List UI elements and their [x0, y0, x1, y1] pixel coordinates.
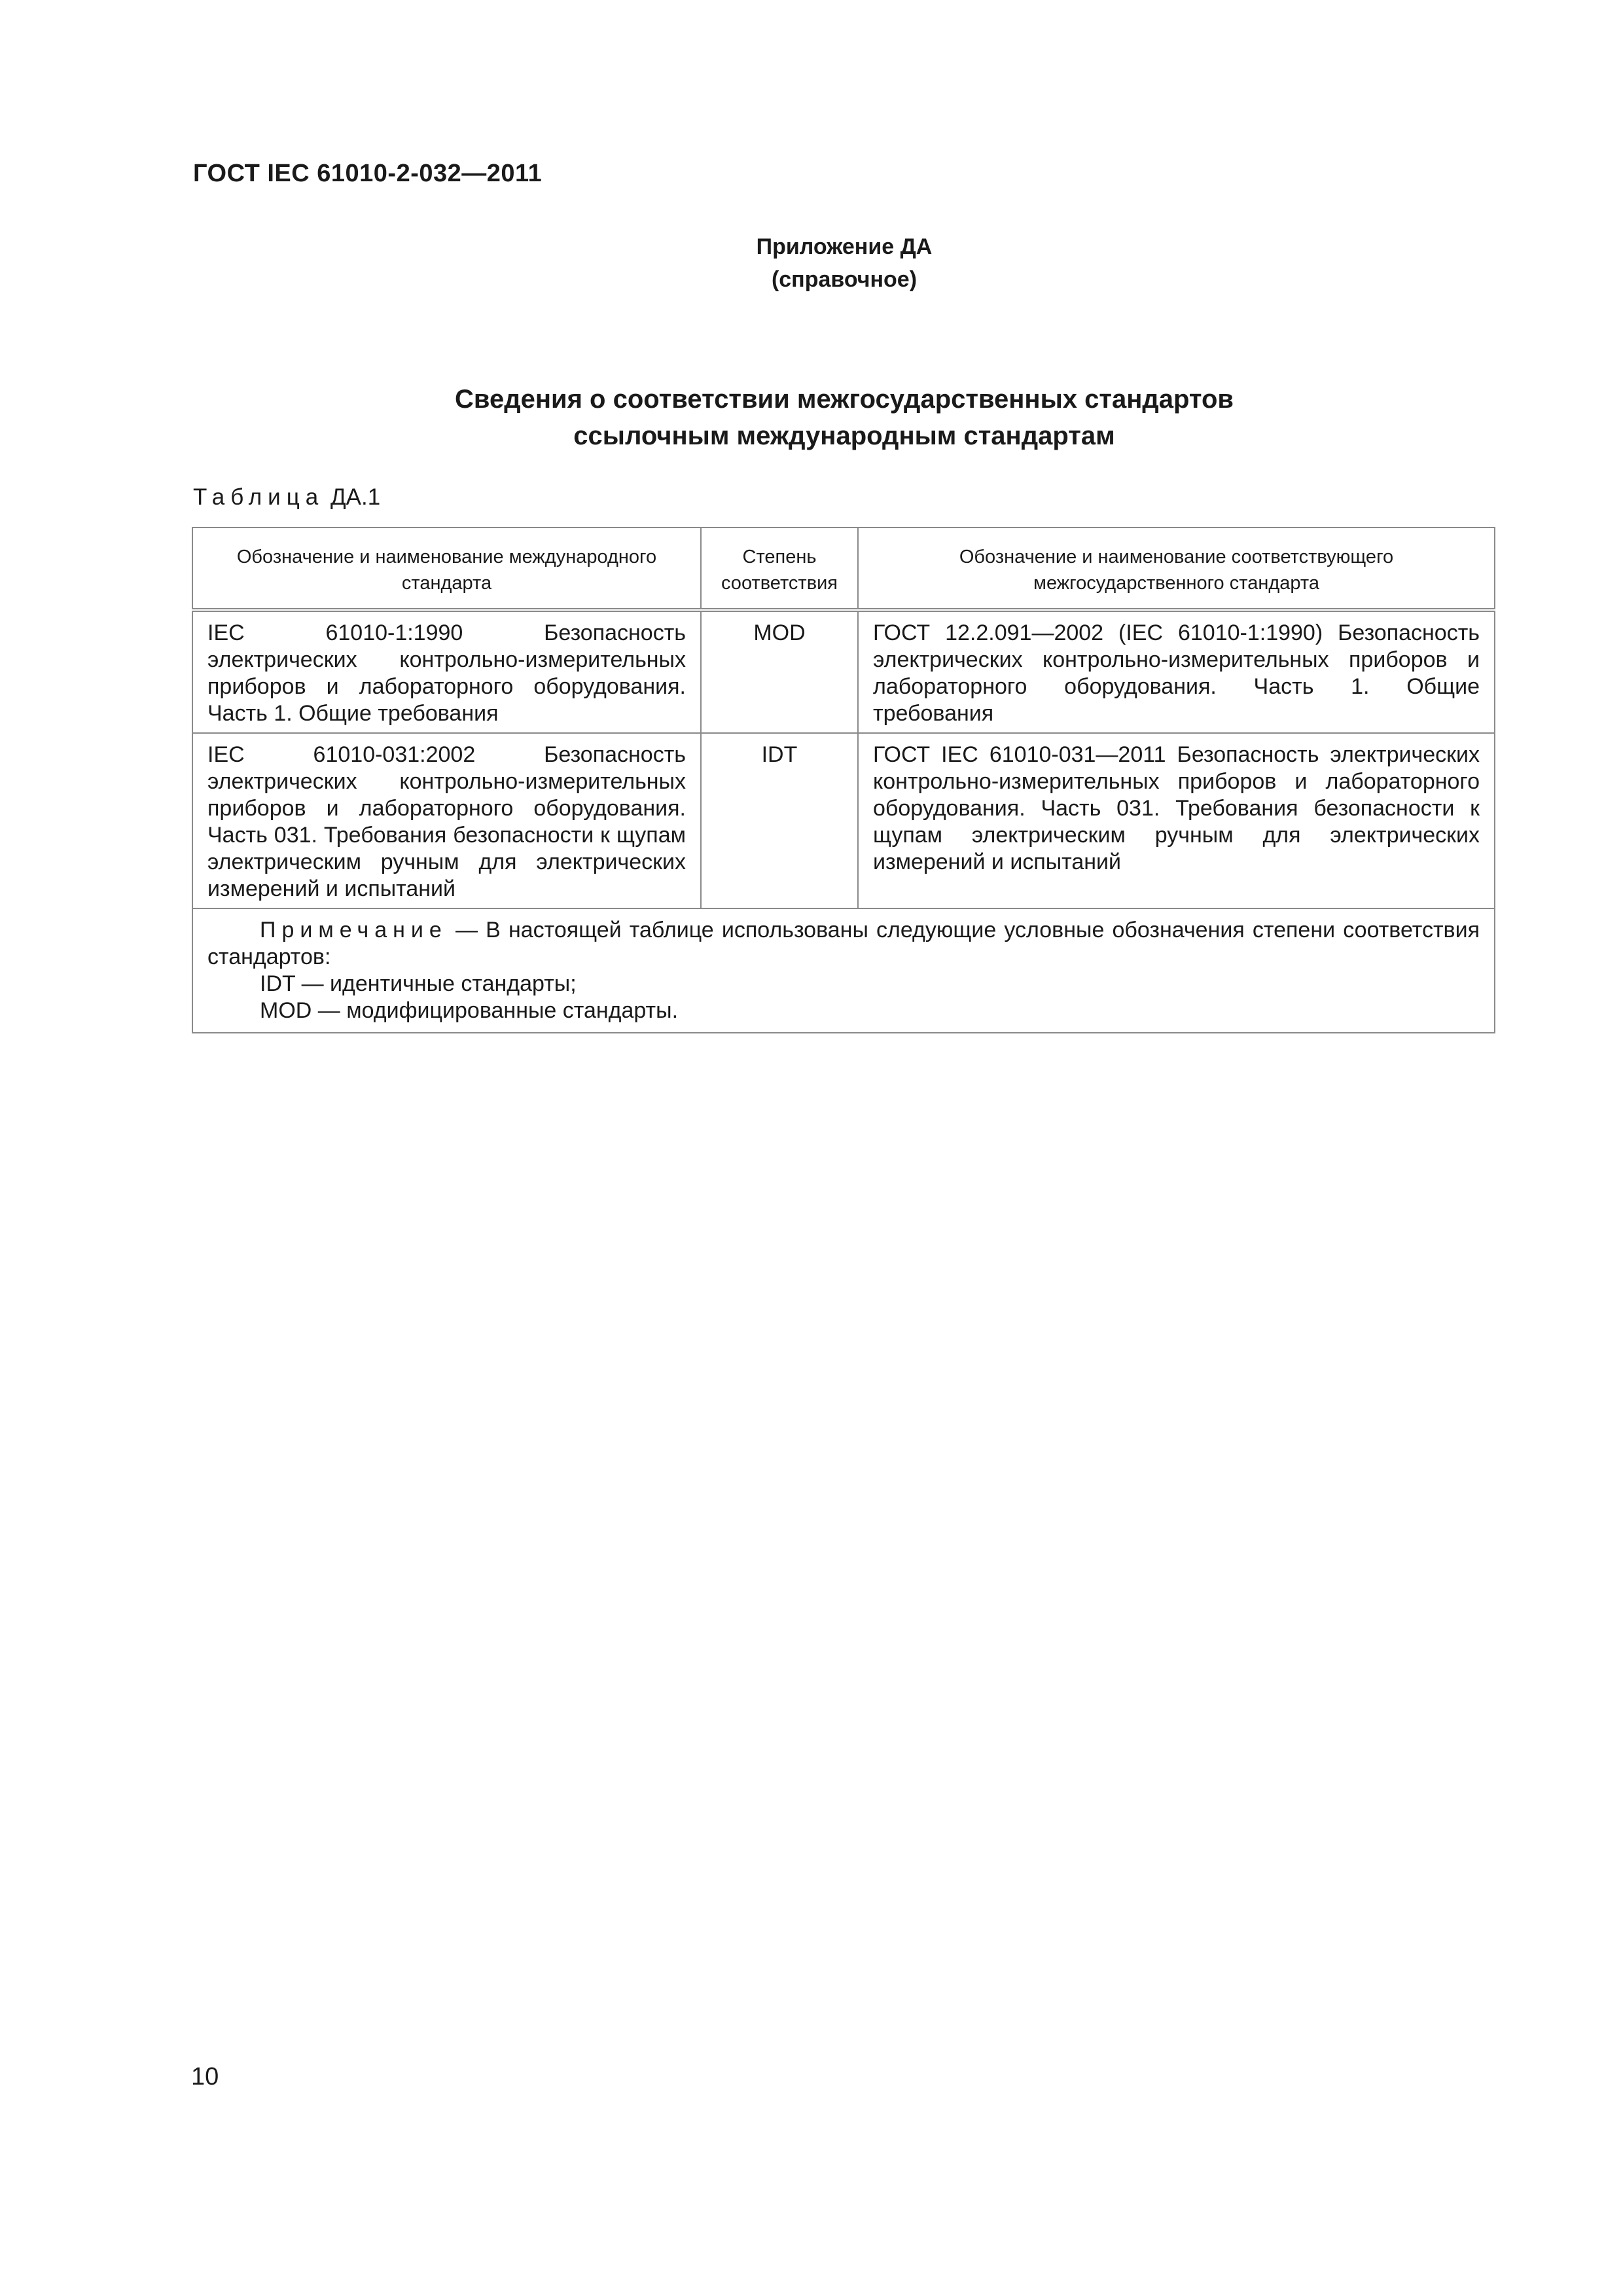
table-caption-number: ДА.1 — [330, 484, 381, 510]
cell-interstate-standard: ГОСТ IEC 61010-031—2011 Безопасность электрических контрольно-измерительных приборов и лабораторного оборудования. Часть 031. Требования безопасности к щупам электрическим ручным для электрических измерений и испытаний — [858, 733, 1495, 908]
table-note — [192, 908, 1495, 1033]
page-number: 10 — [191, 2063, 219, 2090]
table-note-row — [192, 908, 1495, 1033]
cell-international-standard: IEC 61010-1:1990 Безопасность электрических контрольно-измерительных приборов и лабораторного оборудования. Часть 1. Общие требования — [192, 610, 701, 733]
section-title — [0, 381, 1623, 454]
section-title-line-2: ссылочным международным стандартам — [573, 422, 1115, 450]
table-caption — [193, 484, 380, 511]
header-degree-of-correspondence: Степень соответствия — [701, 528, 858, 610]
cell-international-standard: IEC 61010-031:2002 Безопасность электрических контрольно-измерительных приборов и лабораторного оборудования. Часть 031. Требования безопасности к щупам электрическим ручным для электрических измерений и испытаний — [192, 733, 701, 908]
cell-interstate-standard: ГОСТ 12.2.091—2002 (IEC 61010-1:1990) Безопасность электрических контрольно-измерительных приборов и лабораторного оборудования. Часть 1. Общие требования — [858, 610, 1495, 733]
note-mod-definition: MOD — модифицированные стандарты. — [260, 998, 679, 1023]
cell-degree: IDT — [701, 733, 858, 908]
table-row — [192, 733, 1495, 908]
appendix-type: (справочное) — [771, 267, 918, 292]
table-header-row — [192, 528, 1495, 610]
note-intro — [207, 917, 1480, 971]
appendix-label: Приложение ДА — [756, 234, 933, 259]
document-header: ГОСТ IEC 61010-2-032—2011 — [193, 160, 543, 187]
appendix-heading — [0, 230, 1623, 296]
note-text: — В настоящей таблице использованы следующие условные обозначения степени соответствия стандартов: — [207, 918, 1480, 969]
correspondence-table — [192, 527, 1495, 1033]
header-international-standard: Обозначение и наименование международного стандарта — [192, 528, 701, 610]
table-caption-word: Таблица — [193, 484, 325, 510]
note-idt-definition: IDT — идентичные стандарты; — [260, 971, 577, 996]
table-row — [192, 610, 1495, 733]
header-interstate-standard: Обозначение и наименование соответствующего межгосударственного стандарта — [858, 528, 1495, 610]
note-label: Примечание — [260, 918, 448, 942]
section-title-line-1: Сведения о соответствии межгосударственных стандартов — [455, 385, 1234, 414]
cell-degree: MOD — [701, 610, 858, 733]
